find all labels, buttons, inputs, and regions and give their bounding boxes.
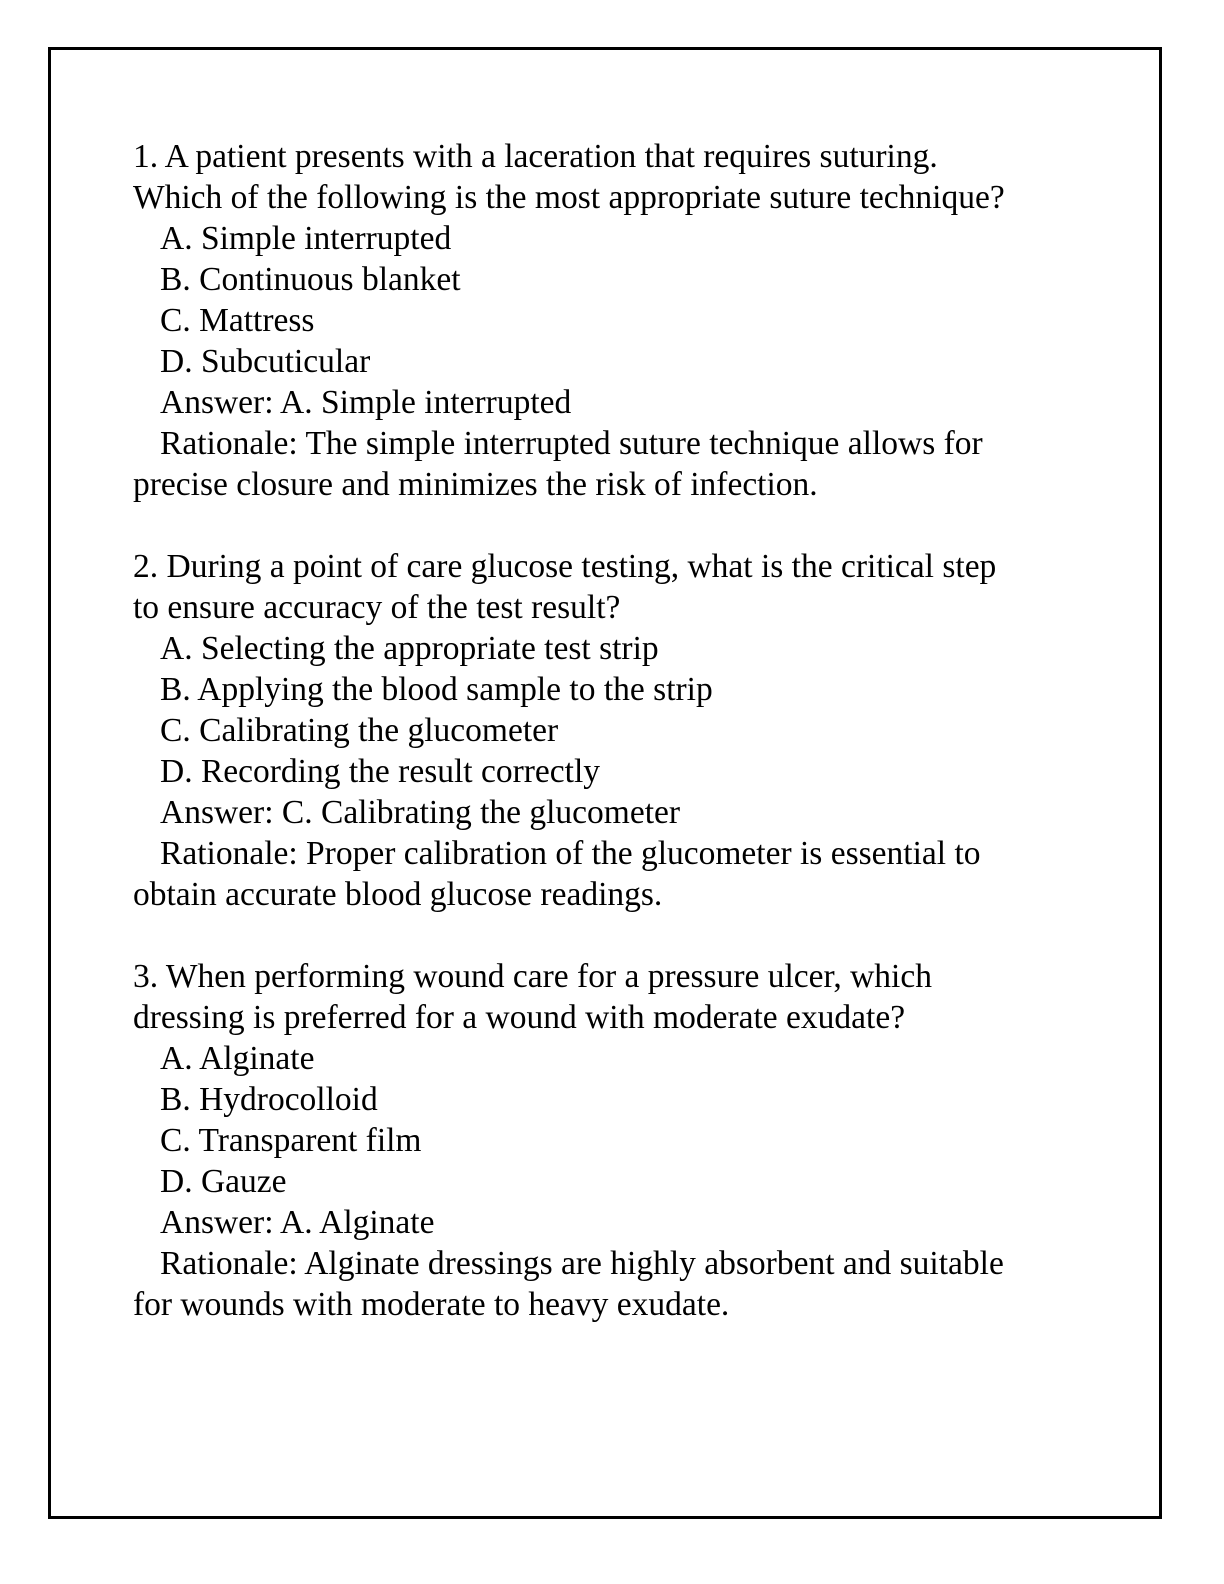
answer-option: D. Subcuticular — [160, 343, 371, 380]
rationale-line: precise closure and minimizes the risk of infection. — [133, 466, 818, 503]
answer-option: C. Mattress — [160, 302, 315, 339]
answer-option: B. Applying the blood sample to the strip — [160, 671, 713, 708]
question-stem-line: to ensure accuracy of the test result? — [133, 589, 621, 626]
correct-answer: Answer: C. Calibrating the glucometer — [160, 794, 681, 831]
question-3 — [133, 956, 1093, 1325]
answer-option: D. Recording the result correctly — [160, 753, 600, 790]
correct-answer: Answer: A. Simple interrupted — [160, 384, 572, 421]
document-body — [133, 136, 1093, 1366]
answer-option: C. Calibrating the glucometer — [160, 712, 559, 749]
question-stem-line: 3. When performing wound care for a pressure ulcer, which — [133, 958, 932, 995]
question-1 — [133, 136, 1093, 505]
rationale-line: Rationale: Proper calibration of the glucometer is essential to — [160, 835, 981, 872]
question-stem-line: 1. A patient presents with a laceration that requires suturing. — [133, 138, 938, 175]
question-stem-line: 2. During a point of care glucose testing, what is the critical step — [133, 548, 997, 585]
question-stem-line: Which of the following is the most appropriate suture technique? — [133, 179, 1005, 216]
answer-option: B. Hydrocolloid — [160, 1081, 378, 1118]
answer-option: A. Alginate — [160, 1040, 315, 1077]
answer-option: A. Simple interrupted — [160, 220, 452, 257]
answer-option: B. Continuous blanket — [160, 261, 461, 298]
answer-option: A. Selecting the appropriate test strip — [160, 630, 659, 667]
rationale-line: Rationale: The simple interrupted suture technique allows for — [160, 425, 983, 462]
rationale-line: Rationale: Alginate dressings are highly absorbent and suitable — [160, 1245, 1004, 1282]
question-stem-line: dressing is preferred for a wound with moderate exudate? — [133, 999, 906, 1036]
rationale-line: obtain accurate blood glucose readings. — [133, 876, 663, 913]
correct-answer: Answer: A. Alginate — [160, 1204, 435, 1241]
answer-option: D. Gauze — [160, 1163, 287, 1200]
question-2 — [133, 546, 1093, 915]
answer-option: C. Transparent film — [160, 1122, 422, 1159]
rationale-line: for wounds with moderate to heavy exudate. — [133, 1286, 730, 1323]
